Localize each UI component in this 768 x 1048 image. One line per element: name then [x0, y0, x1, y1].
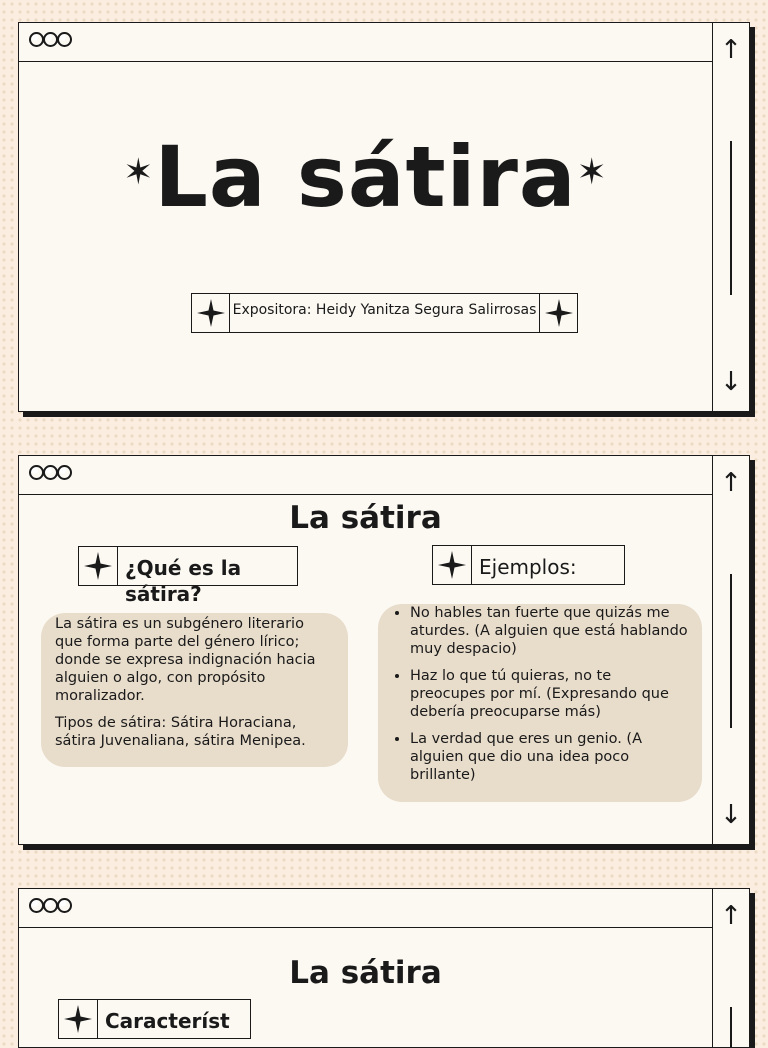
- window-dots-icon: [29, 898, 71, 913]
- examples-list: [390, 604, 690, 784]
- arrow-down-icon[interactable]: ↓: [720, 367, 742, 397]
- window-topbar: [19, 456, 712, 495]
- sparkle-icon: [539, 294, 577, 332]
- scroll-track[interactable]: [730, 141, 732, 295]
- definition-heading: ¿Qué es la sátira?: [125, 556, 242, 606]
- types-paragraph: Tipos de sátira: Sátira Horaciana, sátira Juvenaliana, sátira Menipea.: [55, 715, 306, 749]
- definition-paragraph: La sátira es un subgénero literario que forma parte del género lírico; donde se expresa indignación hacia alguien o algo, con propósito moralizador.: [55, 616, 316, 704]
- example-item: • Haz lo que tú quieras, no te preocupes por mí. (Expresando que debería preocuparse más): [410, 667, 690, 721]
- heading-box-examples: [432, 545, 625, 585]
- examples-heading: Ejemplos:: [479, 555, 577, 579]
- cover-title: [19, 123, 712, 227]
- scroll-rail[interactable]: [712, 456, 749, 844]
- sparkle-icon: [192, 294, 230, 332]
- example-item: • La verdad que eres un genio. (A alguien que dio una idea poco brillante): [410, 730, 690, 784]
- window-dots-icon: [29, 32, 71, 47]
- slide-definition: [18, 455, 750, 845]
- arrow-up-icon[interactable]: ↑: [720, 901, 742, 931]
- example-item: • No hables tan fuerte que quizás me aturdes. (A alguien que está hablando muy despacio): [410, 604, 690, 658]
- slide-characteristics: [18, 888, 750, 1048]
- slide-cover: [18, 22, 750, 412]
- presenter-name: Expositora: Heidy Yanitza Segura Salirrosas: [232, 302, 537, 318]
- definition-bubble: [41, 613, 348, 767]
- arrow-down-icon[interactable]: ↓: [720, 800, 742, 830]
- window-topbar: [19, 23, 712, 62]
- sparkle-icon: [79, 547, 118, 585]
- sparkle-icon: [59, 1000, 98, 1038]
- heading-box-characteristics: [58, 999, 251, 1039]
- scroll-rail[interactable]: [712, 23, 749, 411]
- slide-title: La sátira: [289, 500, 442, 536]
- presenter-box: [191, 293, 578, 333]
- scroll-rail[interactable]: [712, 889, 749, 1047]
- sparkle-icon: [433, 546, 472, 584]
- scroll-track[interactable]: [730, 1007, 732, 1048]
- examples-bubble: [378, 604, 702, 802]
- slide-title: La sátira: [289, 955, 442, 991]
- heading-box-definition: [78, 546, 298, 606]
- star-icon: ✶: [576, 152, 608, 193]
- window-topbar: [19, 889, 712, 928]
- cover-title-text: La sátira: [154, 128, 577, 226]
- arrow-up-icon[interactable]: ↑: [720, 35, 742, 65]
- arrow-up-icon[interactable]: ↑: [720, 468, 742, 498]
- window-dots-icon: [29, 465, 71, 480]
- characteristics-heading: Característ: [105, 1009, 230, 1033]
- star-icon: ✶: [123, 152, 155, 193]
- scroll-track[interactable]: [730, 574, 732, 728]
